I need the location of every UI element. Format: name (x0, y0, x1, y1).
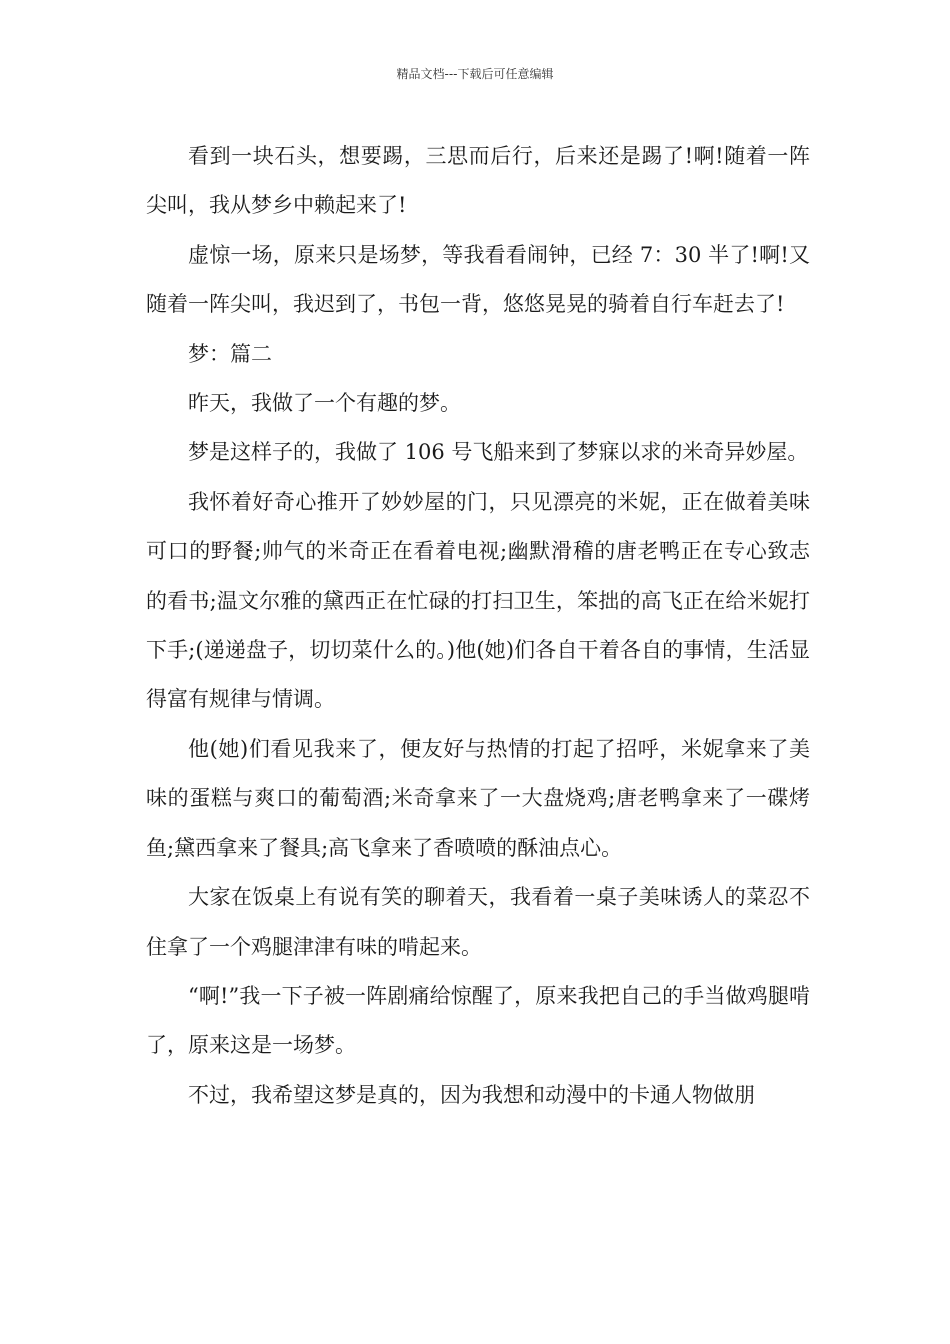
paragraph: 梦是这样子的，我做了 106 号飞船来到了梦寐以求的米奇异妙屋。 (188, 440, 809, 465)
paragraph: 虚惊一场，原来只是场梦，等我看看闹钟，已经 7：30 半了!啊!又随着一阵尖叫，我迟到了，书包一背，悠悠晃晃的骑着自行车赶去了! (146, 242, 810, 317)
paragraph: “啊!”我一下子被一阵剧痛给惊醒了，原来我把自己的手当做鸡腿啃了，原来这是一场梦。 (146, 983, 810, 1058)
page-header: 精品文档---下载后可任意编辑 (396, 67, 554, 81)
paragraph: 我怀着好奇心推开了妙妙屋的门，只见漂亮的米妮，正在做着美味可口的野餐;帅气的米奇正在看着电视;幽默滑稽的唐老鸭正在专心致志的看书;温文尔雅的黛西正在忙碌的打扫卫生，笨拙的高飞正在给米妮打下手;(递递盘子，切切菜什么的。)他(她)们各自干着各自的事情，生活显得富有规律与情调。 (146, 489, 810, 712)
paragraph: 他(她)们看见我来了，便友好与热情的打起了招呼，米妮拿来了美味的蛋糕与爽口的葡萄酒;米奇拿来了一大盘烧鸡;唐老鸭拿来了一碟烤鱼;黛西拿来了餐具;高飞拿来了香喷喷的酥油点心。 (146, 736, 810, 860)
paragraph: 不过，我希望这梦是真的，因为我想和动漫中的卡通人物做朋 (188, 1082, 755, 1107)
paragraph: 看到一块石头，想要踢，三思而后行，后来还是踢了!啊!随着一阵尖叫，我从梦乡中赖起来了! (146, 144, 810, 218)
document-body (146, 132, 810, 1120)
section-heading: 梦：篇二 (188, 341, 272, 366)
paragraph: 昨天，我做了一个有趣的梦。 (188, 391, 461, 416)
paragraph: 大家在饭桌上有说有笑的聊着天，我看着一桌子美味诱人的菜忍不住拿了一个鸡腿津津有味的啃起来。 (146, 885, 810, 959)
